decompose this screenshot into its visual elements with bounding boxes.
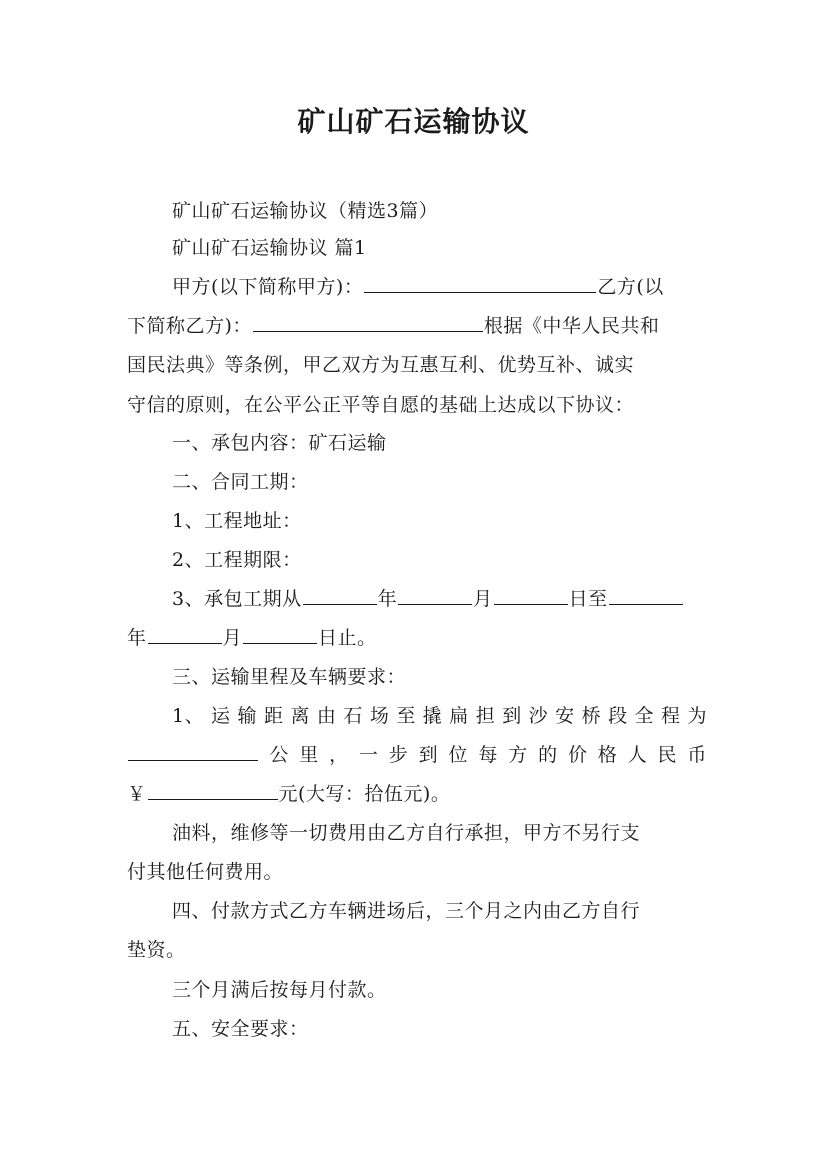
section-4-line-2: 垫资。 — [127, 939, 186, 961]
text-char: 桥 — [581, 705, 602, 727]
section-3-item-1-line-3 — [127, 779, 707, 809]
section-4-line-3: 三个月满后按每月付款。 — [172, 979, 387, 1001]
text-char: 撬 — [422, 705, 443, 727]
section-4-line-1: 四、付款方式乙方车辆进场后，三个月之内由乙方自行 — [172, 900, 641, 922]
text-char: 为 — [687, 705, 707, 727]
text-char: 里 — [299, 744, 319, 766]
party-b-label-start: 乙方(以 — [597, 276, 664, 298]
text-char: 的 — [538, 744, 558, 766]
start-day-blank — [494, 584, 568, 605]
text-char: 步 — [388, 744, 409, 766]
section-2-item-2: 2、工程期限： — [172, 549, 302, 571]
text-char: 价 — [567, 744, 588, 766]
section-3-item-1-line-1 — [172, 701, 707, 731]
text-char: 全 — [634, 705, 655, 727]
text-char: 到 — [502, 705, 522, 727]
text-char: 币 — [687, 744, 707, 766]
text-char: 离 — [290, 705, 310, 727]
text-char: 安 — [555, 705, 575, 727]
text-char: 输 — [237, 705, 258, 727]
price-blank — [148, 779, 278, 800]
document-title: 矿山矿石运输协议 — [297, 105, 530, 138]
section-2-item-3-line-1 — [127, 584, 752, 614]
text-char: 1、 — [172, 705, 205, 727]
parties-line-1 — [127, 272, 752, 302]
text-char: 担 — [475, 705, 496, 727]
text-char: 沙 — [528, 705, 549, 727]
distance-blank — [128, 740, 258, 761]
text-char: ， — [329, 744, 349, 766]
part-heading: 矿山矿石运输协议 篇1 — [172, 237, 367, 259]
text-char: 由 — [316, 705, 337, 727]
text-char: 场 — [369, 705, 390, 727]
section-2-item-3-line-2 — [127, 623, 707, 653]
text-char: 至 — [396, 705, 416, 727]
text-char: 格 — [597, 744, 618, 766]
day-to-label: 日至 — [568, 588, 608, 610]
section-5: 五、安全要求： — [172, 1018, 309, 1040]
oil-paragraph-line-1: 油料，维修等一切费用由乙方自行承担，甲方不另行支 — [172, 822, 641, 844]
text-char: 程 — [661, 705, 681, 727]
text-char: 距 — [263, 705, 284, 727]
month2-label: 月 — [222, 627, 243, 649]
parties-line-4: 守信的原则，在公平公正平等自愿的基础上达成以下协议： — [127, 394, 635, 416]
text-char: 位 — [448, 744, 469, 766]
currency-symbol: ￥ — [127, 783, 147, 805]
text-char: 方 — [508, 744, 528, 766]
text-char: 运 — [211, 705, 231, 727]
oil-paragraph-line-2: 付其他任何费用。 — [127, 861, 284, 883]
subtitle: 矿山矿石运输协议（精选3篇） — [172, 200, 439, 222]
text-char: 每 — [478, 744, 498, 766]
end-day-blank — [243, 623, 317, 644]
text-char: 民 — [657, 744, 678, 766]
year-label: 年 — [377, 588, 398, 610]
text-char: 到 — [418, 744, 439, 766]
law-reference-start: 根据《中华人民共和 — [483, 315, 660, 337]
year2-label: 年 — [127, 627, 147, 649]
end-month-blank — [148, 623, 222, 644]
start-month-blank — [398, 584, 472, 605]
section-3-item-1-line-2 — [127, 740, 707, 770]
section-2-item-1: 1、工程地址： — [172, 510, 302, 532]
text-char: 段 — [608, 705, 628, 727]
parties-line-2 — [127, 311, 707, 341]
section-2: 二、合同工期： — [172, 471, 309, 493]
party-a-label: 甲方(以下简称甲方)： — [172, 276, 364, 298]
section-3: 三、运输里程及车辆要求： — [172, 666, 407, 688]
party-b-blank — [253, 311, 483, 332]
price-end: 元(大写：拾伍元)。 — [278, 783, 451, 805]
month-label: 月 — [473, 588, 493, 610]
text-char: 扁 — [449, 705, 469, 727]
party-a-blank — [364, 272, 596, 293]
end-year-blank — [609, 584, 683, 605]
end-label: 日止。 — [318, 627, 377, 649]
section-1: 一、承包内容：矿石运输 — [172, 432, 387, 454]
party-b-label-end: 下简称乙方)： — [127, 315, 252, 337]
text-char: 人 — [627, 744, 648, 766]
text-char: 石 — [343, 705, 363, 727]
parties-line-3: 国民法典》等条例，甲乙双方为互惠互利、优势互补、诚实 — [127, 354, 635, 376]
start-year-blank — [303, 584, 377, 605]
text-char: 一 — [358, 744, 379, 766]
period-prefix: 3、承包工期从 — [172, 588, 302, 610]
text-char: 公 — [269, 744, 289, 766]
